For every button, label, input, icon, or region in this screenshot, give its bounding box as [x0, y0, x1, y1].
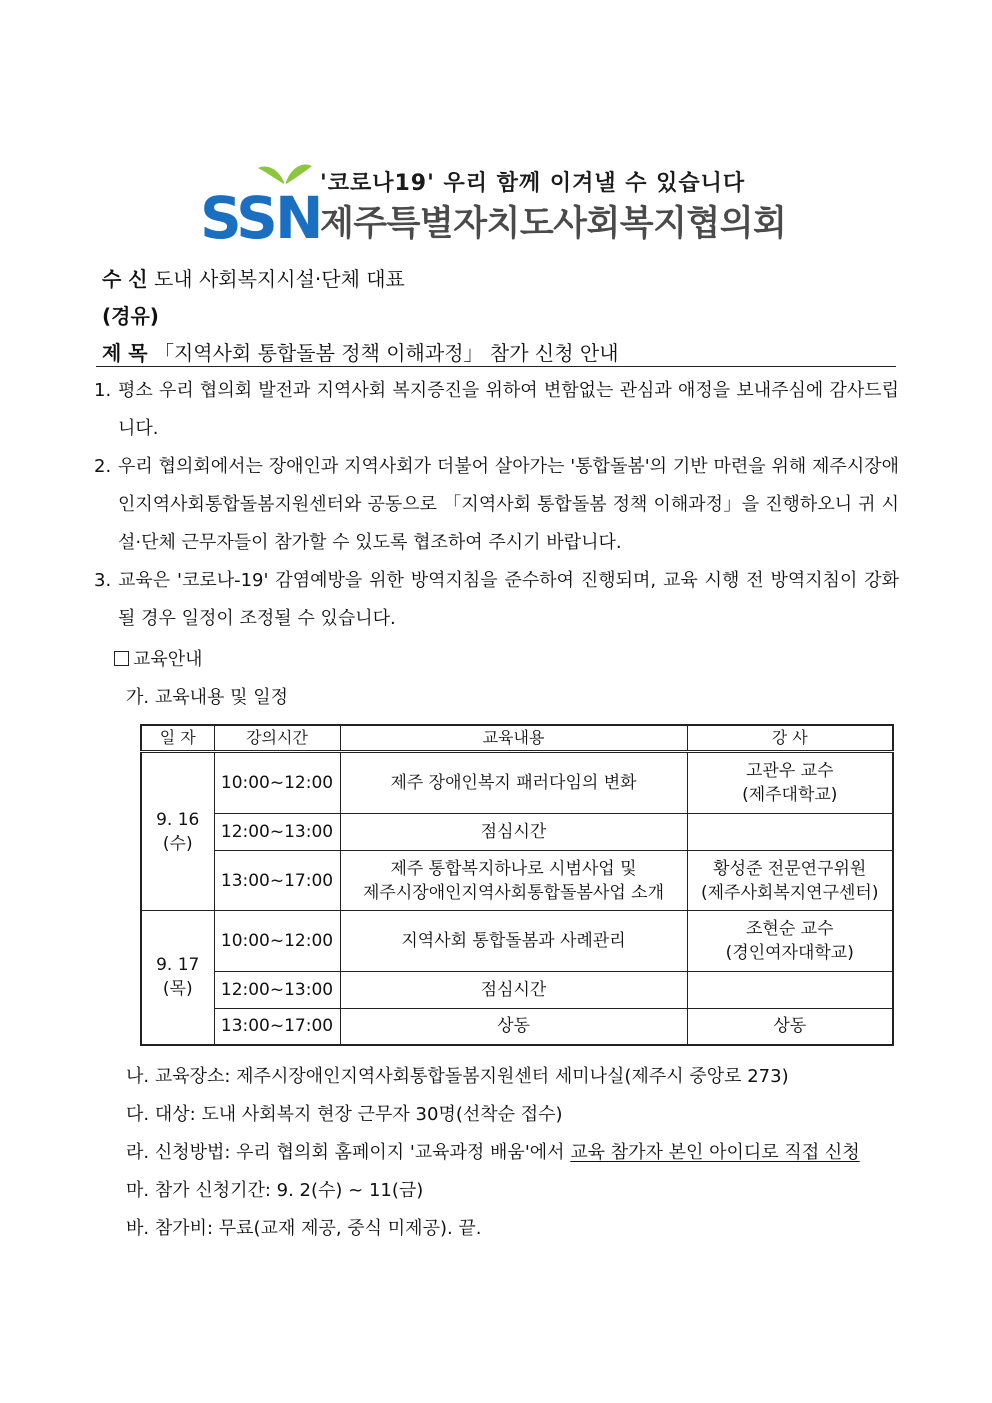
- paragraph-1: [94, 372, 899, 448]
- table-row: [141, 814, 893, 851]
- date-cell: 9. 17 (목): [141, 911, 214, 1045]
- table-row: [141, 1009, 893, 1045]
- content-cell: 점심시간: [340, 814, 687, 851]
- section-title: 교육안내: [114, 645, 203, 671]
- paragraph-number: 1.: [94, 380, 112, 401]
- content-cell: 제주 장애인복지 패러다임의 변화: [340, 752, 687, 814]
- logo-org-name: 제주특별자치도사회복지협의회: [320, 204, 787, 244]
- logo-slogan: '코로나19' 우리 함께 이겨낼 수 있습니다: [320, 171, 746, 196]
- content-cell: 제주 통합복지하나로 시범사업 및 제주시장애인지역사회통합돌봄사업 소개: [340, 851, 687, 911]
- lecturer-cell: 조현순 교수 (경인여자대학교): [687, 911, 893, 972]
- table-row: [141, 752, 893, 814]
- time-cell: 13:00~17:00: [214, 1009, 340, 1045]
- date-cell: 9. 16 (수): [141, 752, 214, 911]
- sub-e-period: 마. 참가 신청기간: 9. 2(수) ~ 11(금): [126, 1180, 424, 1201]
- content-cell: 지역사회 통합돌봄과 사례관리: [340, 911, 687, 972]
- paragraph-text: 교육은 '코로나-19' 감염예방을 위한 방역지침을 준수하여 진행되며, 교육 시행 전 방역지침이 강화될 경우 일정이 조정될 수 있습니다.: [118, 570, 899, 629]
- header-lecturer: 강 사: [687, 725, 893, 752]
- paragraph-number: 2.: [94, 456, 112, 477]
- recipient-line: [102, 263, 405, 292]
- paragraph-2: [94, 448, 899, 562]
- sub-a: 가. 교육내용 및 일정: [126, 687, 288, 708]
- paragraph-text: 우리 협의회에서는 장애인과 지역사회가 더불어 살아가는 '통합돌봄'의 기반 마련을 위해 제주시장애인지역사회통합돌봄지원센터와 공동으로 「지역사회 통합돌봄 정책 이해과정」을 진행하오니 귀 시설·단체 근무자들이 참가할 수 있도록 협조하여 주시기 바랍니다.: [118, 456, 899, 553]
- paragraph-number: 3.: [94, 570, 112, 591]
- lecturer-cell: [687, 814, 893, 851]
- lecturer-cell: 고관우 교수 (제주대학교): [687, 752, 893, 814]
- method-emphasis: 교육 참가자 본인 아이디로 직접 신청: [570, 1142, 860, 1163]
- header-content: 교육내용: [340, 725, 687, 752]
- header-time: 강의시간: [214, 725, 340, 752]
- via-line: [102, 300, 159, 329]
- subject-line: [102, 337, 619, 366]
- sub-f-fee: 바. 참가비: 무료(교재 제공, 중식 미제공). 끝.: [126, 1218, 482, 1239]
- time-cell: 13:00~17:00: [214, 851, 340, 911]
- svg-text:SSN: SSN: [200, 184, 321, 250]
- time-cell: 12:00~13:00: [214, 814, 340, 851]
- subject-label: 제 목: [102, 341, 148, 365]
- lecturer-cell: 황성준 전문연구위원 (제주사회복지연구센터): [687, 851, 893, 911]
- table-row: [141, 851, 893, 911]
- paragraph-text: 평소 우리 협의회 발전과 지역사회 복지증진을 위하여 변함없는 관심과 애정을 보내주심에 감사드립니다.: [118, 380, 899, 439]
- lecturer-cell: [687, 972, 893, 1009]
- time-cell: 10:00~12:00: [214, 911, 340, 972]
- association-logo: [200, 160, 800, 250]
- checkbox-square-icon: [114, 651, 129, 666]
- time-cell: 12:00~13:00: [214, 972, 340, 1009]
- content-cell: 점심시간: [340, 972, 687, 1009]
- time-cell: 10:00~12:00: [214, 752, 340, 814]
- sub-d-method: 라. 신청방법: 우리 협의회 홈페이지 '교육과정 배움'에서 교육 참가자 본인 아이디로 직접 신청: [126, 1142, 860, 1163]
- schedule-table: [140, 724, 894, 1046]
- recipient-label: 수 신: [102, 267, 148, 291]
- ssn-logo-icon: [200, 160, 325, 250]
- subject: 「지역사회 통합돌봄 정책 이해과정」 참가 신청 안내: [153, 341, 619, 365]
- content-cell: 상동: [340, 1009, 687, 1045]
- sub-c-target: 다. 대상: 도내 사회복지 현장 근무자 30명(선착순 접수): [126, 1104, 563, 1125]
- paragraph-3: [94, 562, 899, 638]
- via: (경유): [102, 304, 159, 328]
- header-date: 일 자: [141, 725, 214, 752]
- recipient: 도내 사회복지시설·단체 대표: [153, 267, 405, 291]
- sub-b-venue: 나. 교육장소: 제주시장애인지역사회통합돌봄지원센터 세미나실(제주시 중앙로 273): [126, 1066, 789, 1087]
- table-row: [141, 911, 893, 972]
- table-header-row: [141, 725, 893, 752]
- table-row: [141, 972, 893, 1009]
- lecturer-cell: 상동: [687, 1009, 893, 1045]
- header-divider: [96, 366, 896, 367]
